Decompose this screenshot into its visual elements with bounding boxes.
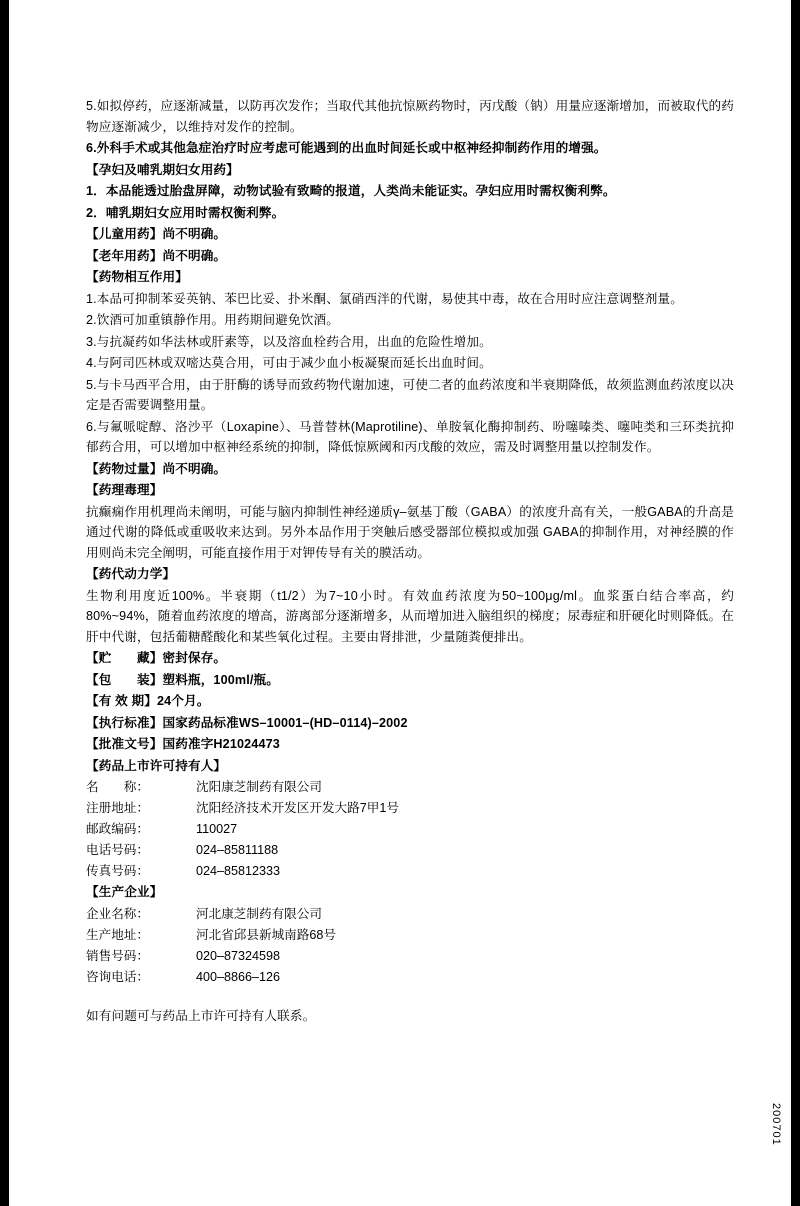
manufacturer-row-hotline-label: 咨询电话： xyxy=(86,969,149,984)
section-heading-storage: 【贮 藏】密封保存。 xyxy=(86,651,227,665)
mah-row-phone xyxy=(86,840,734,861)
manufacturer-row-address xyxy=(86,925,734,946)
section-heading-pharmacology: 【药理毒理】 xyxy=(86,483,163,497)
section-heading-overdose: 【药物过量】尚不明确。 xyxy=(86,461,227,476)
section-heading-pregnancy: 【孕妇及哺乳期妇女用药】 xyxy=(86,162,239,177)
mah-row-name-value: 沈阳康芝制药有限公司 xyxy=(196,780,322,794)
section-heading-pharmacokinetics: 【药代动力学】 xyxy=(86,567,176,581)
document-code: 200701 xyxy=(770,1103,782,1146)
manufacturer-row-sales-phone xyxy=(86,946,734,967)
mah-row-fax xyxy=(86,861,734,882)
mah-row-postcode xyxy=(86,819,734,840)
section-heading-mah: 【药品上市许可持有人】 xyxy=(86,758,227,773)
footer-contact-note: 如有问题可与药品上市许可持有人联系。 xyxy=(86,1008,316,1023)
paragraph-warning-taper: 5.如拟停药，应逐渐减量，以防再次发作；当取代其他抗惊厥药物时，丙戊酸（钠）用量应逐渐增加，而被取代的药物应逐渐减少，以维持对发作的控制。 xyxy=(86,99,734,134)
section-heading-interactions: 【药物相互作用】 xyxy=(86,270,188,284)
manufacturer-row-name-value: 河北康芝制药有限公司 xyxy=(196,906,322,921)
mah-row-name-label: 名 称： xyxy=(86,780,149,794)
manufacturer-row-name-label: 企业名称： xyxy=(86,906,149,921)
paragraph-pharmacology: 抗癫痫作用机理尚未阐明，可能与脑内抑制性神经递质γ–氨基丁酸（GABA）的浓度升高有关，一般GABA的升高是通过代谢的降低或重吸收来达到。另外本品作用于突触后感受器部位模拟或加强 GABA的抑制作用，对神经膜的作用则尚未完全阐明，可能直接作用于对钾传导有关的膜活动。 xyxy=(86,504,734,560)
paragraph-surgery-note: 6.外科手术或其他急症治疗时应考虑可能遇到的出血时间延长或中枢神经抑制药作用的增强。 xyxy=(86,141,607,155)
paragraph-pregnancy-1: 1．本品能透过胎盘屏障，动物试验有致畸的报道，人类尚未能证实。孕妇应用时需权衡利弊。 xyxy=(86,184,616,198)
paragraph-interaction-3: 3.与抗凝药如华法林或肝素等，以及溶血栓药合用，出血的危险性增加。 xyxy=(86,334,492,349)
manufacturer-row-sales-phone-value: 020–87324598 xyxy=(196,948,281,963)
document-body xyxy=(86,96,734,1027)
section-heading-package: 【包 装】塑料瓶，100ml/瓶。 xyxy=(86,672,280,687)
mah-row-phone-value: 024–85811188 xyxy=(196,843,279,857)
mah-row-fax-label: 传真号码： xyxy=(86,864,149,878)
paragraph-interaction-2: 2.饮酒可加重镇静作用。用药期间避免饮酒。 xyxy=(86,313,339,327)
right-edge-bar xyxy=(791,0,800,1206)
manufacturer-row-hotline xyxy=(86,967,734,988)
mah-row-fax-value: 024–85812333 xyxy=(196,864,281,878)
paragraph-interaction-4: 4.与阿司匹林或双嘧达莫合用，可由于减少血小板凝聚而延长出血时间。 xyxy=(86,356,492,370)
mah-row-name xyxy=(86,777,734,798)
mah-row-phone-label: 电话号码： xyxy=(86,843,149,857)
paragraph-pregnancy-2: 2．哺乳期妇女应用时需权衡利弊。 xyxy=(86,205,285,220)
footer-spacer xyxy=(86,988,734,1006)
manufacturer-row-name xyxy=(86,904,734,925)
paragraph-interaction-1: 1.本品可抑制苯妥英钠、苯巴比妥、扑米酮、氯硝西泮的代谢，易使其中毒，故在合用时应注意调整剂量。 xyxy=(86,291,684,306)
mah-row-address-value: 沈阳经济技术开发区开发大路7甲1号 xyxy=(196,801,399,815)
manufacturer-row-hotline-value: 400–8866–126 xyxy=(196,969,281,984)
section-heading-standard: 【执行标准】国家药品标准WS–10001–(HD–0114)–2002 xyxy=(86,715,408,730)
mah-row-postcode-label: 邮政编码： xyxy=(86,822,149,836)
section-heading-children: 【儿童用药】尚不明确。 xyxy=(86,227,227,241)
paragraph-interaction-5: 5.与卡马西平合用，由于肝酶的诱导而致药物代谢加速，可使二者的血药浓度和半衰期降低，故须监测血药浓度以决定是否需要调整用量。 xyxy=(86,377,734,412)
section-heading-manufacturer: 【生产企业】 xyxy=(86,885,163,899)
mah-row-address xyxy=(86,798,734,819)
manufacturer-row-address-value: 河北省邱县新城南路68号 xyxy=(196,927,336,942)
manufacturer-row-sales-phone-label: 销售号码： xyxy=(86,948,149,963)
paragraph-pharmacokinetics: 生物利用度近100%。半衰期（t1/2）为7~10小时。有效血药浓度为50~100μg/ml。血浆蛋白结合率高，约80%~94%，随着血药浓度的增高，游离部分逐渐增多，从而增加进入脑组织的梯度；尿毒症和肝硬化时则降低。在肝中代谢，包括葡糖醛酸化和某些氧化过程。主要由肾排泄，少量随粪便排出。 xyxy=(86,588,734,644)
left-edge-bar xyxy=(0,0,9,1206)
paragraph-interaction-6: 6.与氟哌啶醇、洛沙平（Loxapine）、马普替林(Maprotiline)、单胺氧化酶抑制药、吩噻嗪类、噻吨类和三环类抗抑郁药合用，可以增加中枢神经系统的抑制，降低惊厥阈和丙戊酸的效应，需及时调整用量以控制发作。 xyxy=(86,419,734,454)
mah-row-address-label: 注册地址： xyxy=(86,801,149,815)
section-heading-elderly: 【老年用药】尚不明确。 xyxy=(86,248,227,263)
mah-row-postcode-value: 110027 xyxy=(196,822,238,836)
section-heading-validity: 【有 效 期】24个月。 xyxy=(86,694,210,708)
section-heading-approval-number: 【批准文号】国药准字H21024473 xyxy=(86,737,280,751)
manufacturer-row-address-label: 生产地址： xyxy=(86,927,149,942)
